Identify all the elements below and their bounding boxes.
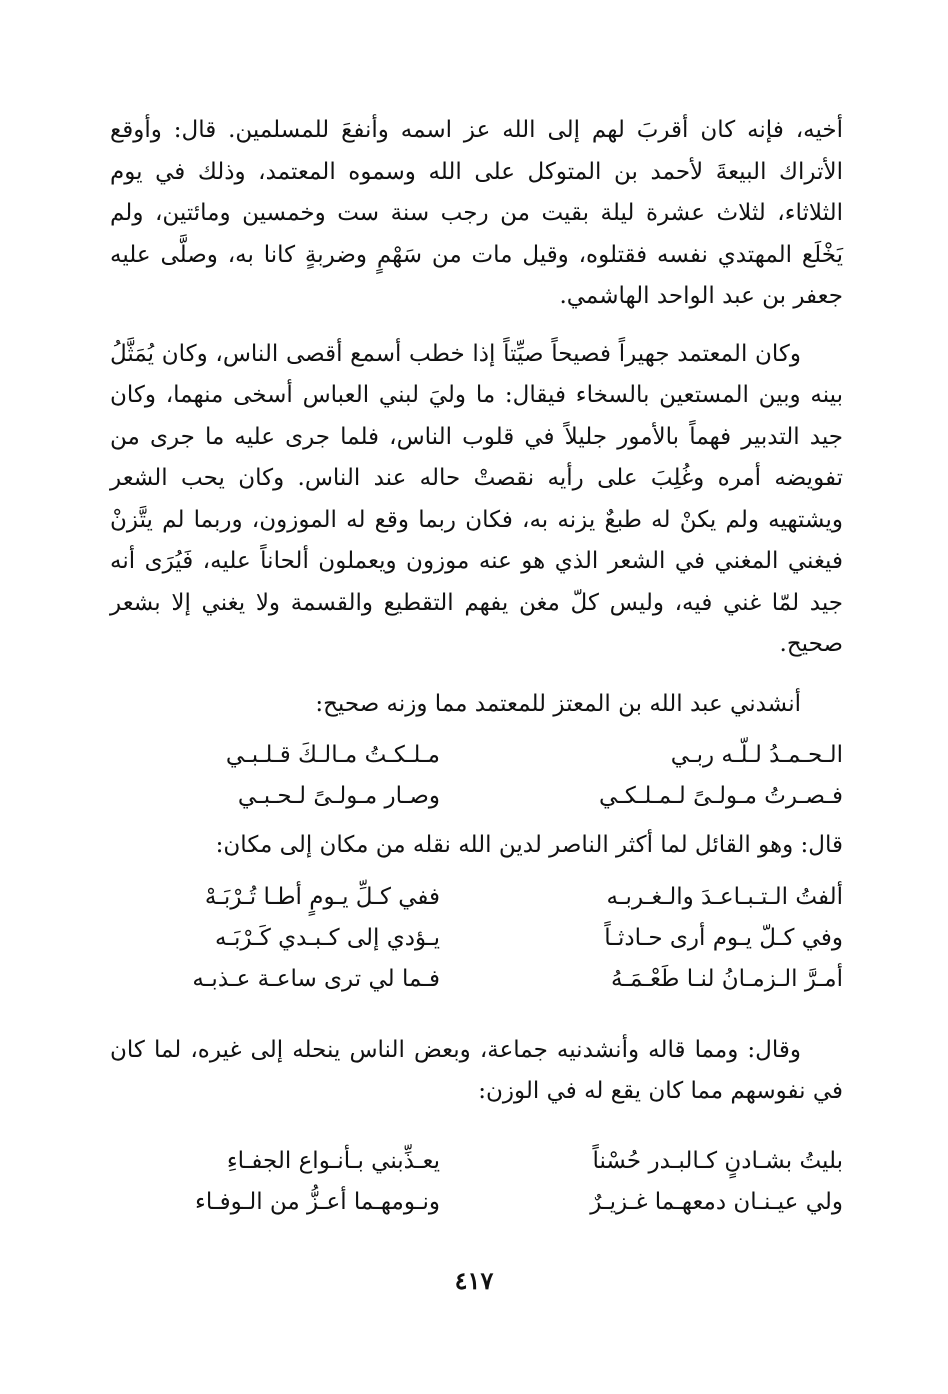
paragraph-poem-intro-2: قال: وهو القائل لما أكثر الناصر لدين الله نقله من مكان إلى مكان: [215,832,843,858]
poem-2-verse-1 [110,877,843,918]
hemistich-second: ونـومهـما أعـزُّ من الـوفـاء [195,1188,440,1215]
book-page [110,110,843,1223]
hemistich-second: يعـذِّبني بـأنـواع الجفـاءِ [226,1147,440,1174]
poem-1 [110,735,843,817]
paragraph-mutamid-description: وكان المعتمد جهيراً فصيحاً صيِّتاً إذا خطب أسمع أقصى الناس، وكان يُمَثَّلُ بينه وبين المستعين بالسخاء فيقال: ما وليَ لبني العباس أسخى منهما، وكان جيد التدبير فهماً بالأمور جليلاً في قلوب الناس، فلما جرى عليه ما جرى من تفويضه أمره وغُلِبَ على رأيه نقصتْ حاله عند الناس. وكان يحب الشعر ويشتهيه ولم يكنْ له طبعٌ يزنه به، فكان ربما وقع له الموزون، وربما لم يتَّزنْ فيغني المغني في الشعر الذي هو عنه موزون ويعملون ألحاناً عليه، فَيُرَى أنه جيد لمّا غني فيه، وليس كلّ مغن يفهم التقطيع والقسمة ولا يغني إلا بشعر صحيح. [110,340,843,657]
hemistich-second: فـما لي ترى ساعـة عـذبـه [192,965,440,992]
poem-1-verse-2 [110,776,843,817]
hemistich-second: ففي كـلِّ يـومٍ أطـا تُـرْبَـهْ [204,883,440,910]
poem-3 [110,1141,843,1223]
paragraph-succession: أخيه، فإنه كان أقربَ لهم إلى الله عز اسمه وأنفعَ للمسلمين. قال: وأوقع الأتراك البيعةَ لأحمد بن المتوكل على الله وسموه المعتمد، وذلك في يوم الثلاثاء، لثلاث عشرة ليلة بقيت من رجب سنة ست وخمسين ومائتين، ولم يَخْلَع المهتدي نفسه فقتلوه، وقيل مات من سَهْمٍ وضربةٍ كانا به، وصلَّى عليه جعفر بن عبد الواحد الهاشمي. [110,117,843,309]
hemistich-second: مـلـكـتُ مـالـكَ قـلـبـي [225,742,440,768]
hemistich-first: ولي عيـنـان دمعهـما غـزيـرٌ [590,1188,843,1215]
hemistich-second: وصـار مـولـىً لـحـبـي [237,783,440,809]
hemistich-first: وفي كـلّ يـوم أرى حـادثـاً [604,924,843,951]
paragraph-poem-intro-1: أنشدني عبد الله بن المعتز للمعتمد مما وزنه صحيح: [315,690,801,717]
hemistich-first: الـحـمـدُ لـلّـه ربـي [670,742,843,768]
hemistich-first: بليتُ بشـادنٍ كـالبـدر حُسْناً [592,1147,843,1174]
hemistich-first: أمـرَّ الـزمـانُ لنـا طَعْـمَـهُ [610,965,843,992]
poem-2-verse-2 [110,918,843,959]
poem-3-verse-2 [110,1182,843,1223]
page-number: ٤١٧ [454,1266,494,1295]
hemistich-first: فـصـرتُ مـولـىً لـمـلـكـي [599,783,843,809]
poem-1-verse-1 [110,735,843,776]
poem-2-verse-3 [110,959,843,1000]
hemistich-second: يـؤدي إلى كـبـدي كَـرْبَـه [214,924,440,951]
paragraph-poem-intro-3: وقال: ومما قاله وأنشدنيه جماعة، وبعض الناس ينحله إلى غيره، لما كان في نفوسهم مما كان يقع له في الوزن: [110,1036,843,1104]
hemistich-first: ألفتُ الـتـبـاعـدَ والـغـربـه [606,883,843,910]
poem-3-verse-1 [110,1141,843,1182]
poem-2 [110,877,843,1000]
